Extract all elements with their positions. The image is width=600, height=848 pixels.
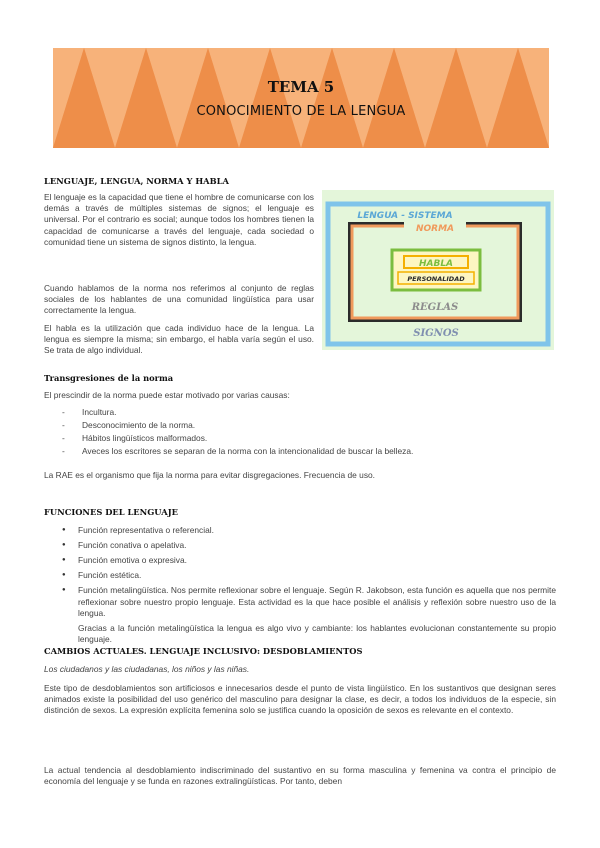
triangle-pattern [53,48,549,148]
section-heading-funciones: FUNCIONES DEL LENGUAJE [44,507,178,517]
paragraph-rae: La RAE es el organismo que fija la norma para evitar disgregaciones. Frecuencia de uso. [44,470,375,480]
paragraph-metalinguistica-extra: Gracias a la función metalingüística la lengua es algo vivo y cambiante: los hablantes evolucionan constantemente su propio lenguaje. [78,622,556,644]
section-heading-transgresiones: Transgresiones de la norma [44,373,174,383]
label-reglas: REGLAS [411,302,459,313]
functions-list [62,525,556,649]
label-habla: HABLA [418,259,454,269]
list-item: - Incultura. [62,406,413,419]
paragraph-desdoblamientos: Este tipo de desdoblamientos son artificiosos e innecesarios desde el punto de vista lingüístico. En los sustantivos que designan seres animados existe la posibilidad del uso genérico del masculino para designar la clase, es decir, a todos los individuos de la especie, sin distinción de sexos. La expresión explícita femenina solo se justifica cuando la oposición de sexos es relevante en el contexto. [44,683,556,716]
list-item: - Desconocimiento de la norma. [62,419,413,432]
page-title: TEMA 5 [267,78,335,96]
paragraph-norma: Cuando hablamos de la norma nos referimos al conjunto de reglas sociales de los hablantes de una comunidad lingüística para usar correctamente la lengua. [44,283,314,316]
label-signos: SIGNOS [413,328,459,339]
label-norma: NORMA [415,224,455,234]
list-item: ● Función representativa o referencial. [62,525,556,537]
lengua-diagram [322,190,554,350]
list-item [62,585,556,646]
section-heading-lenguaje: LENGUAJE, LENGUA, NORMA Y HABLA [44,176,229,186]
paragraph-habla: El habla es la utilización que cada individuo hace de la lengua. La lengua es siempre la misma; sin embargo, el habla varía según el uso. Se trata de algo individual. [44,323,314,356]
paragraph-economia: La actual tendencia al desdoblamiento indiscriminado del sustantivo en su forma masculina y femenina va contra el principio de economía del lenguaje y se funda en razones extralingüísticas. Por tanto, deben [44,765,556,787]
label-personalidad: PERSONALIDAD [407,275,465,283]
list-item: - Hábitos lingüísticos malformados. [62,432,413,445]
list-item: ● Función estética. [62,570,556,582]
list-item: ● Función emotiva o expresiva. [62,555,556,567]
function-metalinguistica: Función metalingüística. Nos permite reflexionar sobre el lenguaje. Según R. Jakobson, esta función es aquella que nos permite reflexionar sobre nuestro propio lenguaje. Esta actividad es la que hace posible el análisis y reflexión sobre nuestro uso de la lengua. [78,585,556,618]
example-desdoblamiento: Los ciudadanos y las ciudadanas, los niños y las niñas. [44,664,250,674]
list-item: ● Función conativa o apelativa. [62,540,556,552]
paragraph-lenguaje: El lenguaje es la capacidad que tiene el hombre de comunicarse con los demás a través de múltiples sistemas de signos; el lenguaje es universal. Por el contrario es social; aunque todos los hombres tienen la capacidad de comunicarse a través del lenguaje, cada sociedad o comunidad tiene un sistema de signos distinto, la lengua. [44,192,314,247]
page-subtitle: CONOCIMIENTO DE LA LENGUA [196,104,406,119]
section-heading-cambios: CAMBIOS ACTUALES. LENGUAJE INCLUSIVO: DESDOBLAMIENTOS [44,646,363,656]
label-lengua-sistema: LENGUA - SISTEMA [357,211,453,221]
paragraph-transgresiones-intro: El prescindir de la norma puede estar motivado por varias causas: [44,390,290,400]
title-banner [53,48,549,148]
causes-list [62,406,413,458]
list-item: - Aveces los escritores se separan de la norma con la intencionalidad de buscar la belleza. [62,445,413,458]
